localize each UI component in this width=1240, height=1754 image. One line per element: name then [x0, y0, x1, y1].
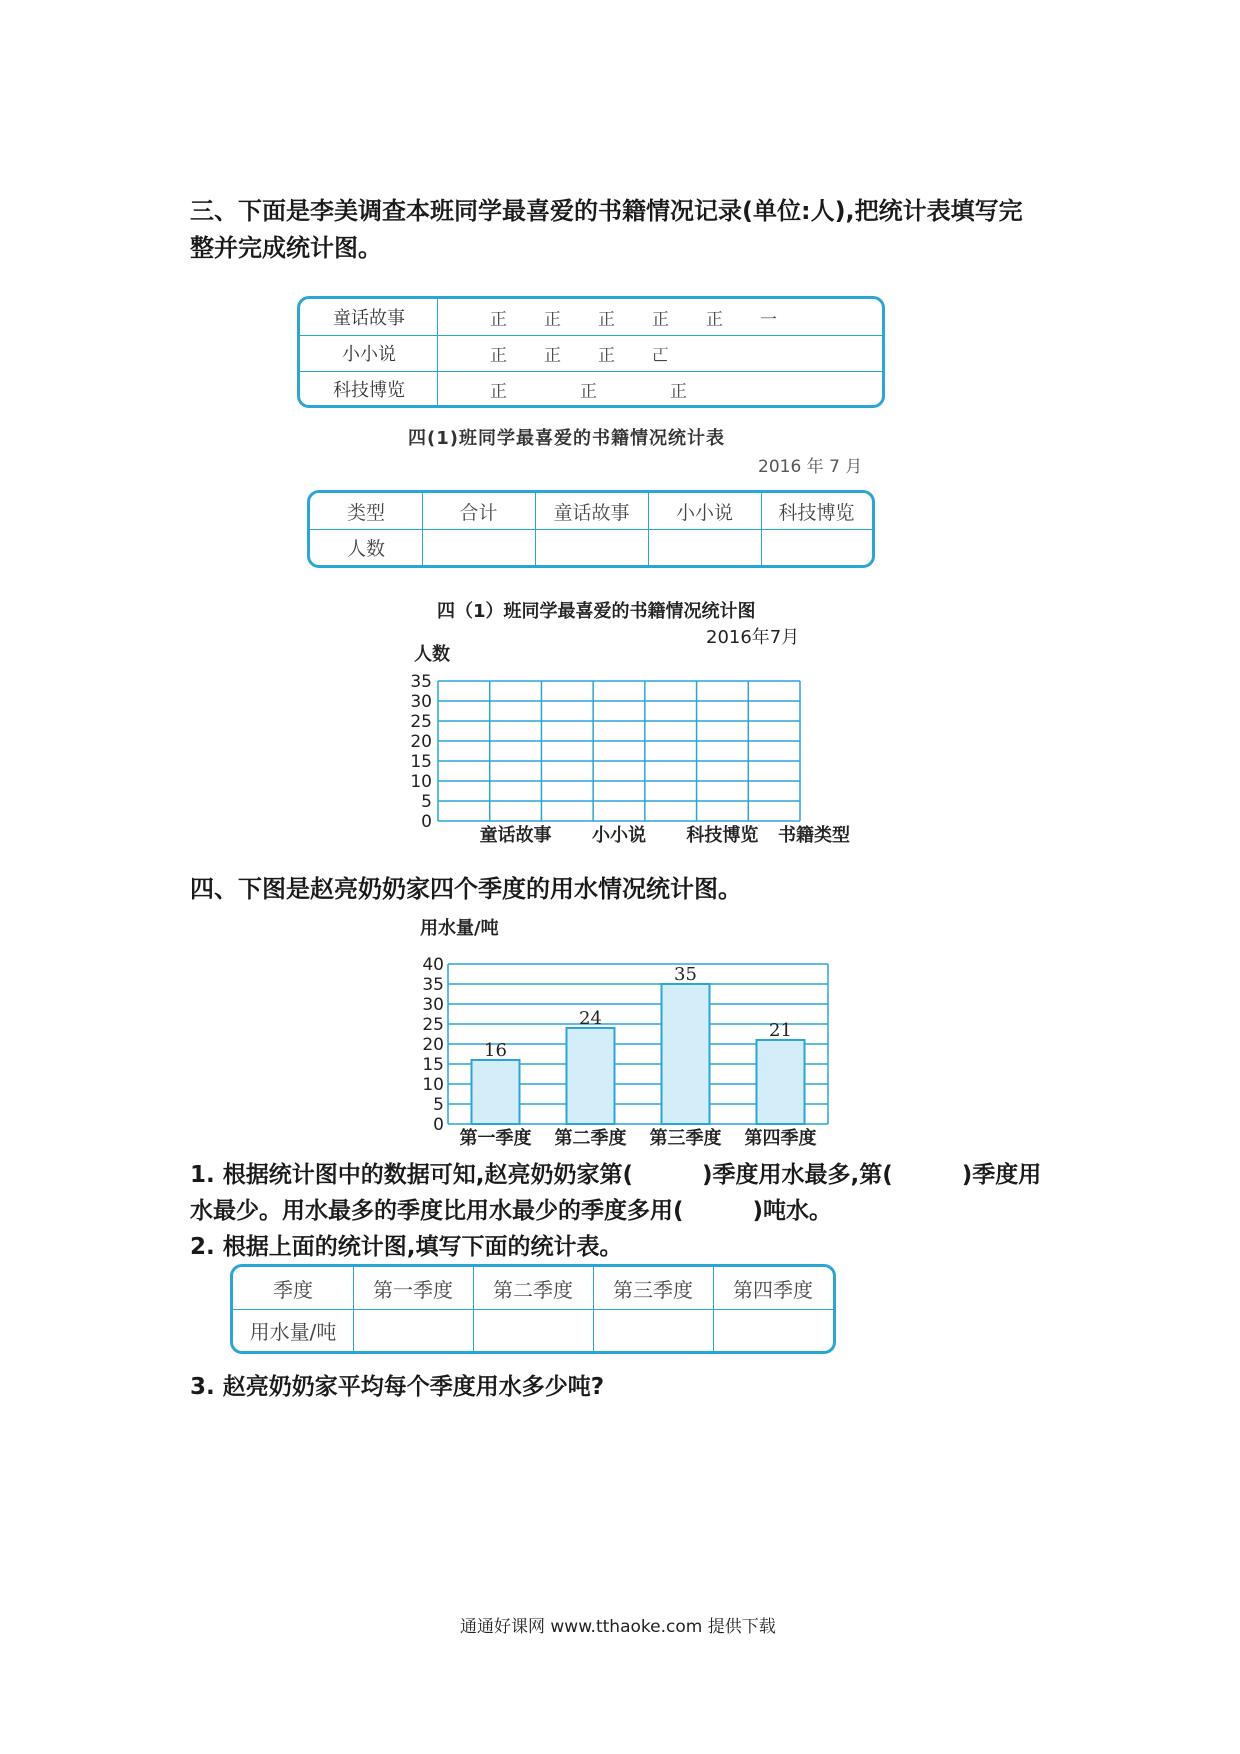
y-tick-label: 30: [422, 995, 444, 1015]
y-tick-label: 10: [410, 772, 432, 792]
x-category-label: 第二季度: [554, 1128, 627, 1149]
bar: [472, 1060, 520, 1124]
question3: 3. 赵亮奶奶家平均每个季度用水多少吨?: [190, 1374, 605, 1400]
bar: [567, 1028, 615, 1124]
y-tick-label: 15: [410, 752, 432, 772]
section3-title-line2: 整并完成统计图。: [190, 234, 382, 262]
book-chart-title: 四（1）班同学最喜爱的书籍情况统计图: [437, 601, 756, 622]
data-label: 21: [769, 1020, 792, 1041]
book-table-caption: 四(1)班同学最喜爱的书籍情况统计表: [408, 428, 725, 449]
question2: 2. 根据上面的统计图,填写下面的统计表。: [190, 1234, 623, 1260]
y-tick-label: 40: [422, 955, 444, 975]
y-tick-label: 35: [410, 672, 432, 692]
y-tick-label: 10: [422, 1075, 444, 1095]
tally-label: 小小说: [342, 344, 396, 365]
table-header-cell: 童话故事: [553, 501, 630, 524]
y-tick-label: 30: [410, 692, 432, 712]
book-chart-grid: [400, 640, 880, 860]
data-label: 16: [484, 1040, 507, 1061]
y-tick-label: 5: [421, 792, 432, 812]
tally-row: [300, 299, 882, 335]
tally-marks: 正 正 正: [490, 381, 688, 402]
bar: [757, 1040, 805, 1124]
table-blank-cell[interactable]: [422, 529, 535, 565]
table-header-cell: 第一季度: [373, 1277, 453, 1302]
data-label: 24: [579, 1008, 602, 1029]
section3-title-line1: 三、下面是李美调查本班同学最喜爱的书籍情况记录(单位:人),把统计表填写完: [190, 197, 1023, 225]
tally-marks: 正 正 正 𠀀: [490, 345, 670, 366]
table-blank-cell[interactable]: [473, 1309, 593, 1351]
table-row-label: 用水量/吨: [249, 1319, 337, 1344]
y-tick-label: 0: [433, 1115, 444, 1135]
table-header-cell: 第三季度: [613, 1277, 693, 1302]
y-tick-label: 15: [422, 1055, 444, 1075]
y-tick-label: 5: [433, 1095, 444, 1115]
book-chart-date: 2016年7月: [706, 627, 800, 648]
water-chart-ylabel: 用水量/吨: [420, 918, 499, 939]
table-header-cell: 小小说: [675, 501, 733, 524]
y-tick-label: 0: [421, 812, 432, 832]
book-table-date: 2016 年 7 月: [758, 457, 863, 477]
y-tick-label: 35: [422, 975, 444, 995]
water-stat-table: [230, 1264, 836, 1354]
table-header-cell: 类型: [346, 501, 385, 524]
question1-line2: 水最少。用水最多的季度比用水最少的季度多用( )吨水。: [190, 1198, 833, 1224]
x-category-label: 第一季度: [459, 1128, 532, 1149]
x-category-label: 童话故事: [479, 825, 552, 846]
x-category-label: 科技博览: [686, 825, 759, 846]
table-header-cell: 季度: [273, 1277, 313, 1302]
tally-label: 科技博览: [333, 380, 405, 401]
footer-text: 通通好课网 www.tthaoke.com 提供下载: [460, 1617, 776, 1637]
table-blank-cell[interactable]: [353, 1309, 473, 1351]
y-tick-label: 25: [422, 1015, 444, 1035]
table-header-cell: 第二季度: [493, 1277, 573, 1302]
table-blank-cell[interactable]: [713, 1309, 833, 1351]
y-tick-label: 25: [410, 712, 432, 732]
table-header-cell: 第四季度: [733, 1277, 813, 1302]
question1-line1: 1. 根据统计图中的数据可知,赵亮奶奶家第( )季度用水最多,第( )季度用: [190, 1162, 1042, 1188]
book-chart-xlabel: 书籍类型: [778, 825, 850, 846]
table-blank-cell[interactable]: [648, 529, 761, 565]
book-stat-table: [307, 490, 875, 568]
y-tick-label: 20: [422, 1035, 444, 1055]
tally-record-table: [297, 296, 885, 408]
y-tick-label: 20: [410, 732, 432, 752]
table-header-cell: 合计: [459, 501, 498, 524]
book-chart-ylabel: 人数: [414, 644, 450, 665]
tally-marks: 正 正 正 正 正 一: [490, 309, 778, 330]
data-label: 35: [674, 964, 697, 985]
tally-label: 童话故事: [333, 308, 405, 329]
tally-row: [300, 371, 882, 407]
table-blank-cell[interactable]: [761, 529, 872, 565]
x-category-label: 第四季度: [744, 1128, 817, 1149]
section4-title: 四、下图是赵亮奶奶家四个季度的用水情况统计图。: [190, 875, 742, 903]
table-blank-cell[interactable]: [593, 1309, 713, 1351]
x-category-label: 小小说: [592, 825, 646, 846]
tally-row: [300, 335, 882, 371]
water-usage-chart: [400, 910, 890, 1150]
bar: [662, 984, 710, 1124]
table-blank-cell[interactable]: [535, 529, 648, 565]
x-category-label: 第三季度: [649, 1128, 722, 1149]
table-header-cell: 科技博览: [778, 501, 855, 524]
table-row-label: 人数: [346, 537, 385, 560]
